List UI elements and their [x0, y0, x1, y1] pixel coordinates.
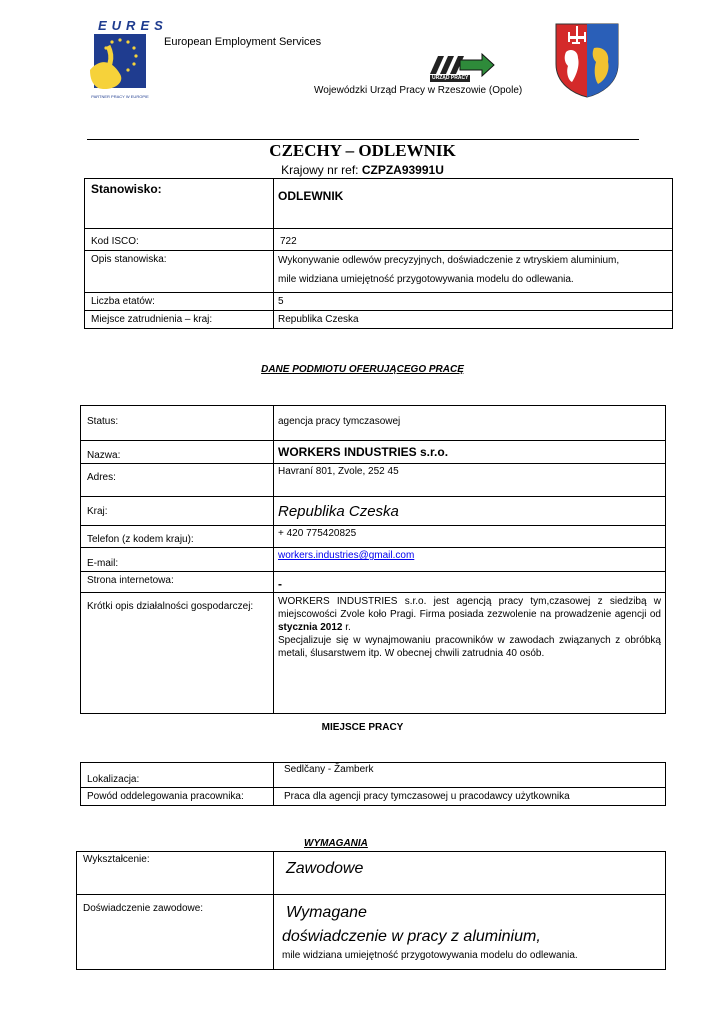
wyksztalcenie-value-cell [274, 852, 666, 895]
email-label-cell [81, 548, 274, 572]
email-label: E-mail: [87, 558, 119, 569]
section-workplace-heading: MIEJSCE PRACY [321, 722, 404, 733]
isco-value: 722 [280, 236, 297, 247]
opis-dzialalnosci-p1 [274, 593, 665, 634]
etaty-label: Liczba etatów: [91, 296, 155, 307]
kraj-label: Kraj: [87, 506, 108, 517]
miejsce-value: Republika Czeska [278, 314, 359, 325]
opis-dzialalnosci-label: Krótki opis działalności gospodarczej: [87, 601, 254, 612]
eures-logo-text: EURES [98, 18, 168, 33]
opis-dzialalnosci-value-cell [274, 593, 666, 714]
doswiadczenie-line3: mile widziana umiejętność przygotowywania modelu do odlewania. [282, 950, 578, 961]
adres-value-cell [274, 464, 666, 497]
opis-stanowiska-label: Opis stanowiska: [91, 254, 167, 265]
www-label: Strona internetowa: [87, 575, 174, 586]
status-value: agencja pracy tymczasowej [278, 416, 401, 427]
email-link[interactable]: workers.industries@gmail.com [278, 550, 415, 561]
section-requirements-heading: WYMAGANIA [304, 838, 368, 849]
telefon-label-cell [81, 526, 274, 548]
opis-stanowiska-value-cell [274, 251, 673, 293]
lokalizacja-value-cell [274, 763, 666, 788]
employer-table [80, 405, 666, 714]
office-label: Wojewódzki Urząd Pracy w Rzeszowie (Opole) [314, 85, 523, 96]
opis-stanowiska-label-cell [85, 251, 274, 293]
adres-label-cell [81, 464, 274, 497]
status-label-cell [81, 406, 274, 441]
telefon-label: Telefon (z kodem kraju): [87, 534, 194, 545]
stanowisko-label-cell [85, 179, 274, 229]
lokalizacja-value: Sedlčany - Žamberk [284, 764, 374, 775]
position-table [84, 178, 673, 329]
isco-label: Kod ISCO: [91, 236, 139, 247]
adres-value: Havraní 801, Zvole, 252 45 [278, 466, 399, 477]
kraj-value-cell [274, 497, 666, 526]
opis-stanowiska-line1: Wykonywanie odlewów precyzyjnych, doświadczenie z wtryskiem aluminium, [278, 255, 620, 266]
kraj-value: Republika Czeska [278, 503, 399, 520]
opis-p1-bold: stycznia 2012 [278, 622, 343, 633]
telefon-value-cell [274, 526, 666, 548]
reference-number [0, 163, 725, 177]
opis-stanowiska-line2: mile widziana umiejętność przygotowywania modelu do odlewania. [278, 274, 574, 285]
stanowisko-value: ODLEWNIK [278, 189, 344, 203]
miejsce-value-cell [274, 311, 673, 329]
eures-logo-subtext: PARTNER PRACY W EUROPIE [91, 94, 149, 99]
kraj-label-cell [81, 497, 274, 526]
status-label: Status: [87, 416, 119, 427]
doswiadczenie-line1: Wymagane [286, 904, 367, 921]
lokalizacja-label-cell [81, 763, 274, 788]
nazwa-label-cell [81, 441, 274, 464]
etaty-label-cell [85, 293, 274, 311]
opis-p1-end: r. [342, 622, 351, 633]
powod-label: Powód oddelegowania pracownika: [87, 791, 244, 802]
coat-of-arms [554, 22, 620, 98]
miejsce-label: Miejsce zatrudnienia – kraj: [91, 314, 213, 325]
eures-logo [86, 18, 168, 106]
doswiadczenie-line2: doświadczenie w pracy z aluminium, [282, 928, 541, 945]
stanowisko-label: Stanowisko: [91, 182, 162, 196]
wyksztalcenie-label-cell [77, 852, 274, 895]
reference-prefix: Krajowy nr ref: [281, 163, 359, 177]
miejsce-label-cell [85, 311, 274, 329]
doswiadczenie-label: Doświadczenie zawodowe: [83, 903, 204, 914]
page-title: CZECHY – ODLEWNIK [269, 141, 456, 160]
section-employer-heading: DANE PODMIOTU OFERUJĄCEGO PRACĘ [261, 364, 464, 375]
email-value-wrap [274, 548, 665, 561]
isco-label-cell [85, 229, 274, 251]
telefon-value: + 420 775420825 [278, 528, 357, 539]
stanowisko-value-cell [274, 179, 673, 229]
urzad-pracy-logo-text: URZĄD PRACY [432, 75, 469, 81]
workplace-table [80, 762, 666, 806]
nazwa-value: WORKERS INDUSTRIES s.r.o. [278, 445, 449, 459]
email-value-cell [274, 548, 666, 572]
nazwa-value-cell [274, 441, 666, 464]
opis-dzialalnosci-p2: Specjalizuje się w wynajmowaniu pracowników w zawodach związanych z obróbką metali, ślusarstwem itp. W obecnej chwili zatrudnia 40 osób. [278, 635, 661, 659]
lokalizacja-label: Lokalizacja: [87, 774, 140, 785]
wyksztalcenie-label: Wykształcenie: [83, 854, 150, 865]
requirements-table [76, 851, 666, 970]
www-value-cell [274, 572, 666, 593]
doswiadczenie-label-cell [77, 895, 274, 970]
status-value-cell [274, 406, 666, 441]
reference-value: CZPZA93991U [361, 163, 444, 177]
nazwa-label: Nazwa: [87, 450, 121, 461]
services-label: European Employment Services [164, 36, 322, 48]
urzad-pracy-logo [428, 50, 496, 84]
powod-value: Praca dla agencji pracy tymczasowej u pracodawcy użytkownika [284, 791, 570, 802]
www-value: - [278, 577, 282, 591]
opis-p1-start: WORKERS INDUSTRIES s.r.o. jest agencją pracy tym,czasowej z siedzibą w miejscowości Zvole koło Pragi. Firma posiada zezwolenie na prowadzenie agencji od [278, 596, 661, 620]
adres-label: Adres: [87, 472, 116, 483]
etaty-value: 5 [278, 296, 284, 307]
powod-value-cell [274, 788, 666, 806]
isco-value-cell [274, 229, 673, 251]
etaty-value-cell [274, 293, 673, 311]
doswiadczenie-value-cell [274, 895, 666, 970]
header-divider [87, 139, 639, 140]
powod-label-cell [81, 788, 274, 806]
opis-dzialalnosci-label-cell [81, 593, 274, 714]
wyksztalcenie-value: Zawodowe [286, 860, 364, 877]
www-label-cell [81, 572, 274, 593]
